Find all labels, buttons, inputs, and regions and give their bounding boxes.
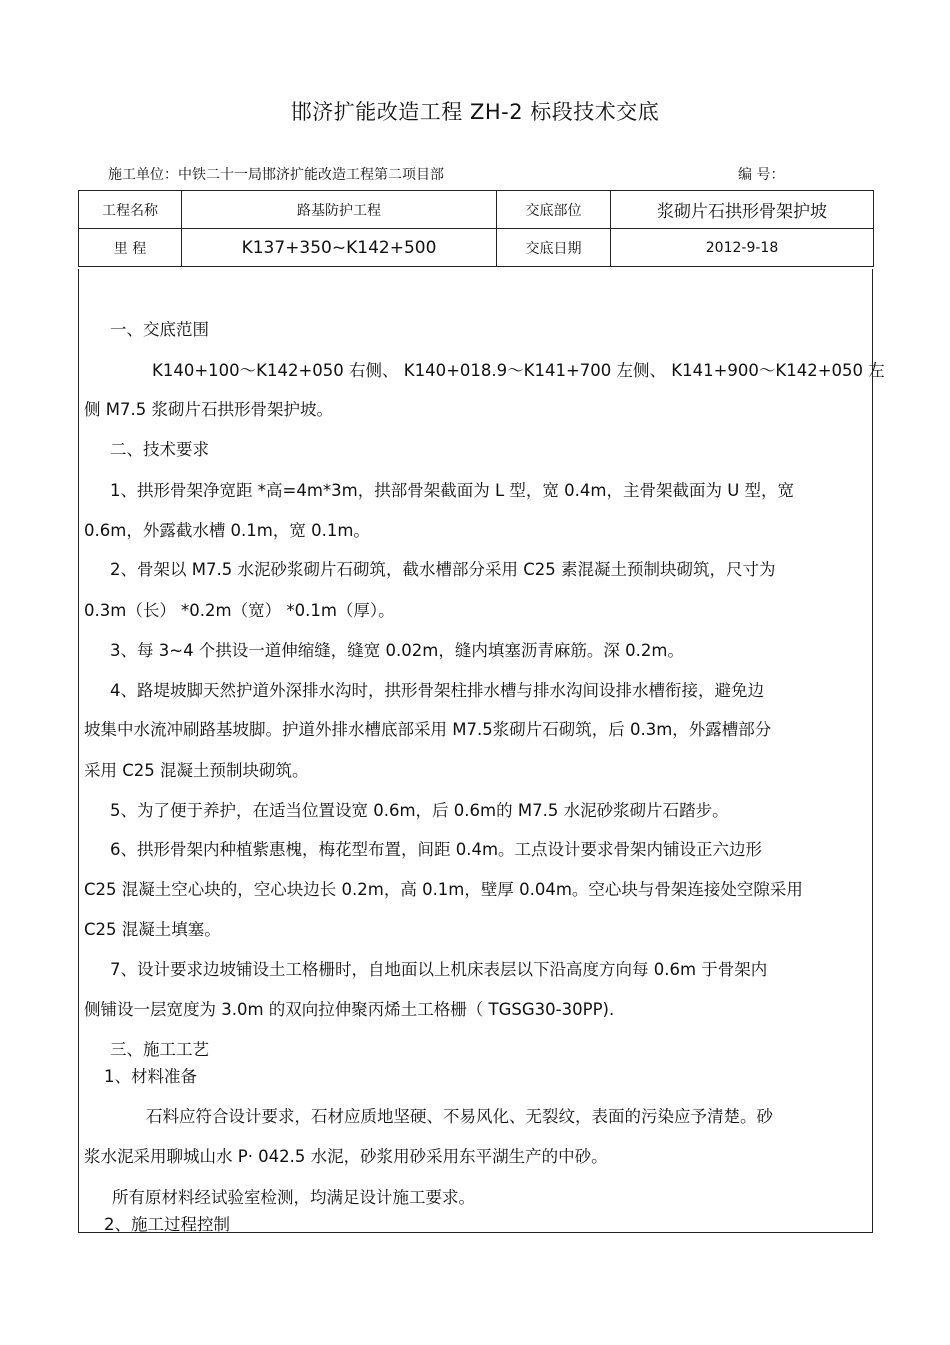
materials-line-1: 石料应符合设计要求，石材应质地坚硬、不易风化、无裂纹，表面的污染应予清楚。砂 [146, 1107, 773, 1126]
req-6-line-2: C25 混凝土空心块的，空心块边长 0.2m，高 0.1m，壁厚 0.04m。空心块与骨架连接处空隙采用 [84, 880, 803, 899]
req-4-line-1: 4、路堤坡脚天然护道外深排水沟时，拱形骨架柱排水槽与排水沟间设排水槽衔接，避免边 [110, 681, 764, 700]
req-7-line-1: 7、设计要求边坡铺设土工格栅时，自地面以上机床表层以下沿高度方向每 0.6m 于骨架内 [110, 960, 768, 979]
document-number-label: 编 号： [738, 167, 785, 183]
part-label: 交底部位 [497, 191, 611, 229]
req-1-line-1: 1、拱形骨架净宽距 *高=4m*3m，拱部骨架截面为 L 型，宽 0.4m，主骨架截面为 U 型，宽 [110, 481, 795, 500]
req-4-line-2: 坡集中水流冲刷路基坡脚。护道外排水槽底部采用 M7.5浆砌片石砌筑，后 0.3m，外露槽部分 [84, 720, 772, 739]
req-3: 3、每 3~4 个拱设一道伸缩缝，缝宽 0.02m，缝内填塞沥青麻筋。深 0.2m。 [110, 641, 684, 660]
header-table [78, 190, 874, 267]
req-1-line-2: 0.6m，外露截水槽 0.1m，宽 0.1m。 [84, 521, 370, 540]
req-7-line-2: 侧铺设一层宽度为 3.0m 的双向拉伸聚丙烯土工格栅（ TGSG30-30PP). [84, 1000, 615, 1019]
req-2-line-2: 0.3m（长） *0.2m（宽） *0.1m（厚）。 [84, 601, 395, 620]
header-row-1 [79, 191, 874, 229]
date-value: 2012-9-18 [611, 229, 874, 267]
req-5: 5、为了便于养护，在适当位置设宽 0.6m，后 0.6m的 M7.5 水泥砂浆砌片石踏步。 [110, 801, 729, 820]
req-4-line-3: 采用 C25 混凝土预制块砌筑。 [84, 761, 309, 780]
section-1-title: 一、交底范围 [110, 320, 209, 339]
subsection-materials-title: 1、材料准备 [104, 1067, 197, 1086]
mileage-value: K137+350~K142+500 [182, 229, 497, 267]
date-label: 交底日期 [497, 229, 611, 267]
scope-line-2: 侧 M7.5 浆砌片石拱形骨架护坡。 [84, 400, 333, 419]
section-2-title: 二、技术要求 [110, 440, 209, 459]
req-2-line-1: 2、骨架以 M7.5 水泥砂浆砌片石砌筑，截水槽部分采用 C25 素混凝土预制块砌筑，尺寸为 [110, 560, 776, 579]
project-name-value: 路基防护工程 [182, 191, 497, 229]
subsection-process-title: 2、施工过程控制 [104, 1215, 230, 1234]
page-title: 邯济扩能改造工程 ZH-2 标段技术交底 [290, 100, 660, 124]
req-6-line-3: C25 混凝土填塞。 [84, 920, 221, 939]
materials-line-2: 浆水泥采用聊城山水 P· 042.5 水泥，砂浆用砂采用东平湖生产的中砂。 [84, 1147, 608, 1166]
header-row-2 [79, 229, 874, 267]
mileage-label: 里 程 [79, 229, 182, 267]
part-value: 浆砌片石拱形骨架护坡 [611, 191, 874, 229]
materials-line-3: 所有原材料经试验室检测，均满足设计施工要求。 [112, 1188, 475, 1207]
project-name-label: 工程名称 [79, 191, 182, 229]
req-6-line-1: 6、拱形骨架内种植紫惠槐，梅花型布置，间距 0.4m。工点设计要求骨架内铺设正六边形 [110, 840, 763, 859]
section-3-title: 三、施工工艺 [110, 1040, 209, 1059]
scope-line-1: K140+100～K142+050 右侧、 K140+018.9～K141+700 左侧、 K141+900～K142+050 左 [152, 361, 885, 380]
construction-unit: 施工单位：中铁二十一局邯济扩能改造工程第二项目部 [108, 167, 444, 183]
